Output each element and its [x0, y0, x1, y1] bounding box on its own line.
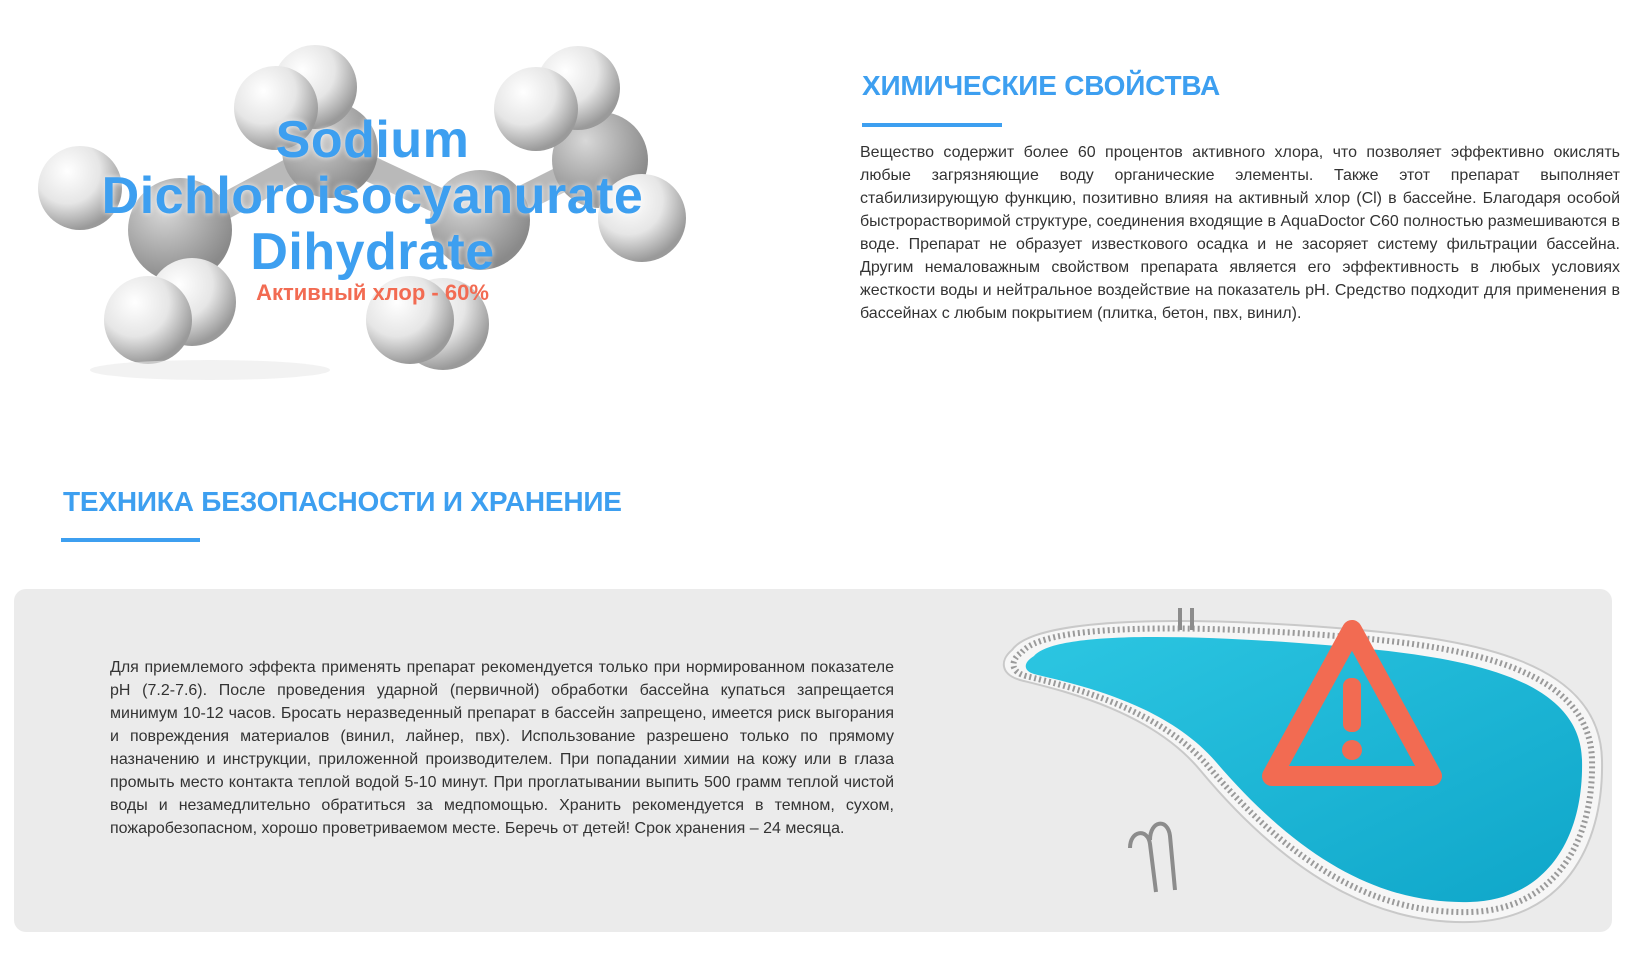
compound-name-line3: Dihydrate — [250, 223, 495, 281]
chemical-properties-title: ХИМИЧЕСКИЕ СВОЙСТВА — [862, 70, 1221, 101]
compound-name-line1: Sodium — [275, 111, 470, 169]
safety-title: ТЕХНИКА БЕЗОПАСНОСТИ И ХРАНЕНИЕ — [63, 486, 622, 517]
pool-illustration — [1000, 590, 1620, 930]
chemical-properties-text: Вещество содержит более 60 процентов активного хлора, что позволяет эффективно окислять любые загрязняющие воду органические элементы. Также этот препарат выполняет стабилизирующую функцию, позитивно влияя на активный хлор (Cl) в бассейне. Благодаря особой быстрорастворимой структуре, соединения входящие в AquaDoctor C60 полностью размешиваются в воде. Препарат не образует известкового осадка и не засоряет систему фильтрации бассейна. Другим немаловажным свойством препарата является его эффективность в любых условиях жесткости воды и нейтральное воздействие на показатель pH. Средство подходит для применения в бассейнах с любым покрытием (плитка, бетон, пвх, винил). — [860, 144, 1620, 322]
chemical-properties-underline — [862, 123, 1002, 127]
safety-text: Для приемлемого эффекта применять препарат рекомендуется только при нормированном показателе pH (7.2-7.6). После проведения ударной (первичной) обработки бассейна купаться запрещается минимум 10-12 часов. Бросать неразведенный препарат в бассейн запрещено, имеется риск выгорания и повреждения материалов (винил, лайнер, пвх). Использование разрешено только по прямому назначению и инструкции, приложенной производителем. При попадании химии на кожу или в глаза промыть место контакта теплой водой 5-10 минут. При проглатывании выпить 500 грамм теплой чистой воды и незамедлительно обратиться за медпомощью. Хранить рекомендуется в темном, сухом, пожаробезопасном, хорошо проветриваемом месте. Беречь от детей! Срок хранения – 24 месяца. — [110, 659, 894, 837]
compound-name-line2: Dichloroisocyanurate — [101, 167, 644, 225]
compound-name — [30, 112, 715, 280]
safety-underline — [61, 538, 200, 542]
active-chlorine-label: Активный хлор - 60% — [256, 280, 489, 305]
